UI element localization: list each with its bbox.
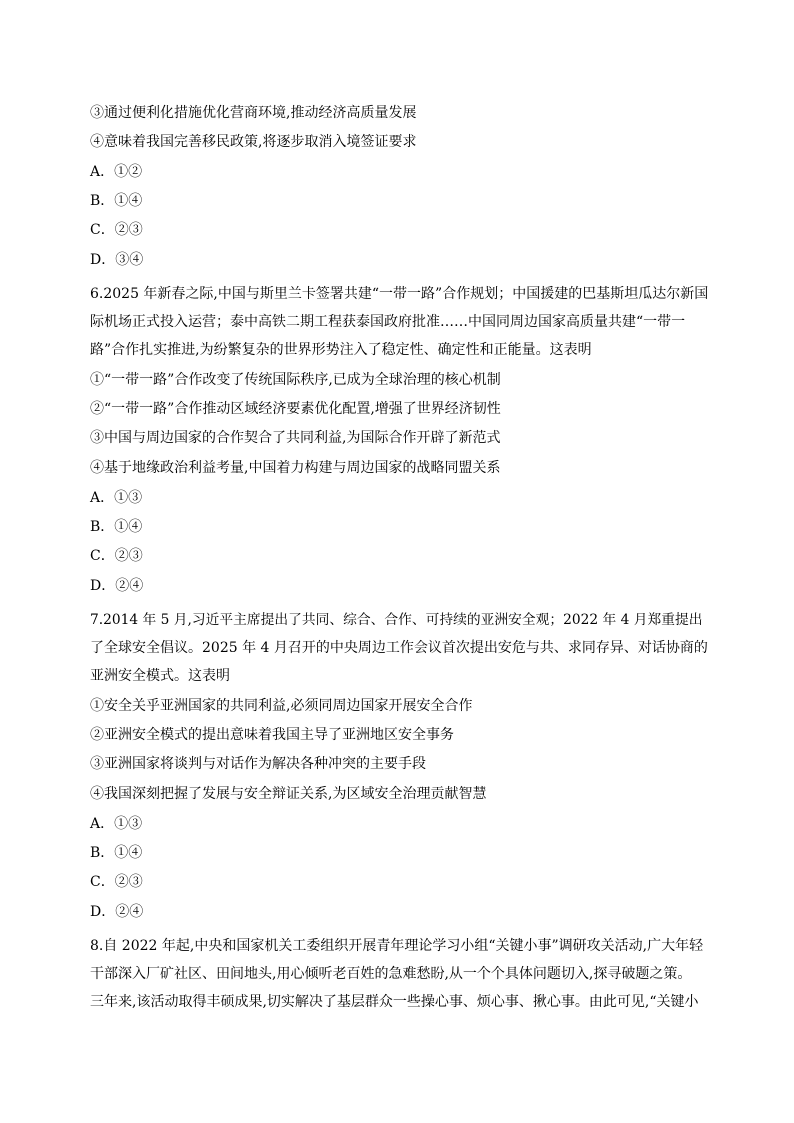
q7-stem-line-3: 亚洲安全模式。这表明: [90, 668, 230, 684]
q5-choice-b: B．①④: [90, 193, 143, 209]
q6-option-2: ②“一带一路”合作推动区域经济要素优化配置,增强了世界经济韧性: [90, 401, 501, 417]
q7-stem-line-1: 7.2014 年 5 月,习近平主席提出了共同、综合、合作、可持续的亚洲安全观；2022 年 4 月郑重提出: [90, 612, 703, 628]
q7-choice-a: A．①③: [90, 816, 143, 832]
q5-option-3: ③通过便利化措施优化营商环境,推动经济高质量发展: [90, 105, 417, 121]
q6-stem-line-2: 际机场正式投入运营；泰中高铁二期工程获泰国政府批准……中国同周边国家高质量共建“一带一: [90, 314, 686, 330]
q6-choice-a: A．①③: [90, 490, 143, 506]
q7-choice-b: B．①④: [90, 845, 143, 861]
q7-stem-line-2: 了全球安全倡议。2025 年 4 月召开的中央周边工作会议首次提出安危与共、求同存异、对话协商的: [90, 640, 708, 656]
q6-option-4: ④基于地缘政治利益考量,中国着力构建与周边国家的战略同盟关系: [90, 460, 501, 476]
q5-choice-a: A．①②: [90, 164, 143, 180]
q6-choice-d: D．②④: [90, 578, 144, 594]
q5-option-4: ④意味着我国完善移民政策,将逐步取消入境签证要求: [90, 134, 417, 150]
q6-option-3: ③中国与周边国家的合作契合了共同利益,为国际合作开辟了新范式: [90, 430, 501, 446]
q6-stem-line-1: 6.2025 年新春之际,中国与斯里兰卡签署共建“一带一路”合作规划；中国援建的巴基斯坦瓜达尔新国: [90, 286, 709, 302]
q7-option-3: ③亚洲国家将谈判与对话作为解决各种冲突的主要手段: [90, 756, 426, 772]
q7-choice-d: D．②④: [90, 904, 144, 920]
q7-choice-c: C．②③: [90, 874, 143, 890]
q6-choice-b: B．①④: [90, 519, 143, 535]
q6-stem-line-3: 路”合作扎实推进,为纷繁复杂的世界形势注入了稳定性、确定性和正能量。这表明: [90, 342, 592, 358]
q7-option-2: ②亚洲安全模式的提出意味着我国主导了亚洲地区安全事务: [90, 727, 454, 743]
q7-option-1: ①安全关乎亚洲国家的共同利益,必须同周边国家开展安全合作: [90, 698, 473, 714]
q6-option-1: ①“一带一路”合作改变了传统国际秩序,已成为全球治理的核心机制: [90, 372, 501, 388]
q6-choice-c: C．②③: [90, 548, 143, 564]
q8-stem-line-1: 8.自 2022 年起,中央和国家机关工委组织开展青年理论学习小组“关键小事”调研攻关活动,广大年轻: [90, 938, 704, 954]
q8-stem-line-2: 干部深入厂矿社区、田间地头,用心倾听老百姓的急难愁盼,从一个个具体问题切入,探寻破题之策。: [90, 966, 692, 982]
q8-stem-line-3: 三年来,该活动取得丰硕成果,切实解决了基层群众一些操心事、烦心事、揪心事。由此可见,“关键小: [90, 994, 699, 1010]
q7-option-4: ④我国深刻把握了发展与安全辩证关系,为区域安全治理贡献智慧: [90, 786, 487, 802]
q5-choice-c: C．②③: [90, 222, 143, 238]
q5-choice-d: D．③④: [90, 252, 144, 268]
